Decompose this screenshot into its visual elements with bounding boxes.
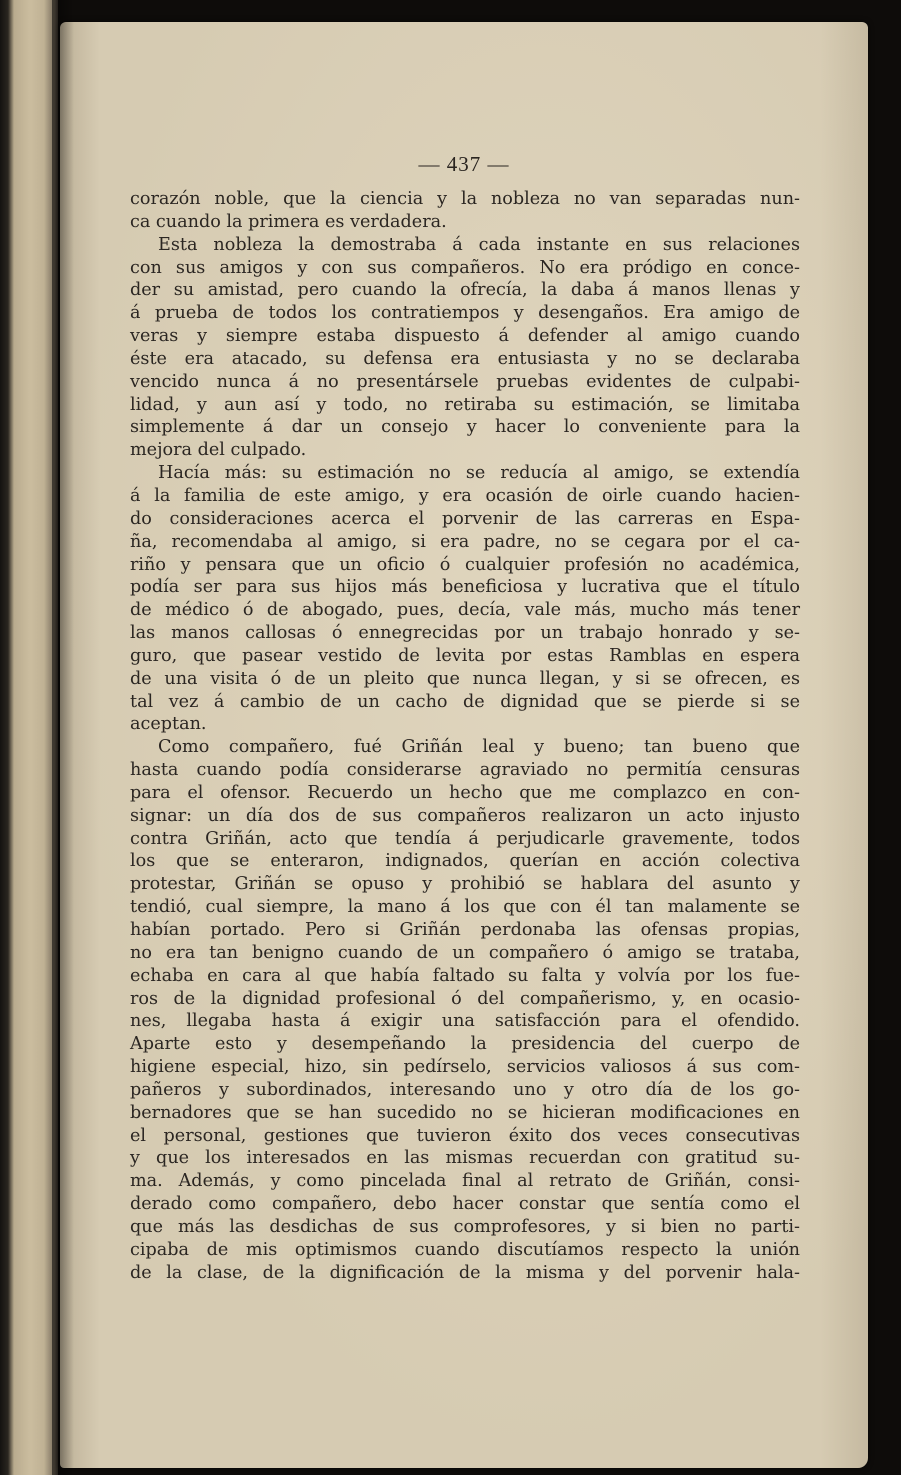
text-line: do consideraciones acerca el porvenir de las carreras en Espa- bbox=[130, 508, 800, 529]
text-line: de médico ó de abogado, pues, decía, vale más, mucho más tener bbox=[130, 600, 800, 621]
left-page-edge bbox=[0, 0, 58, 1475]
text-line: las manos callosas ó ennegrecidas por un trabajo honrado y se- bbox=[130, 623, 800, 644]
text-line: der su amistad, pero cuando la ofrecía, la daba á manos llenas y bbox=[130, 280, 800, 301]
text-line: protestar, Griñán se opuso y prohibió se hablara del asunto y bbox=[130, 874, 800, 895]
text-line: ca cuando la primera es verdadera. bbox=[130, 211, 447, 232]
text-line: pañeros y subordinados, interesando uno y otro día de los go- bbox=[130, 1079, 800, 1100]
text-line: habían portado. Pero si Griñán perdonaba las ofensas propias, bbox=[130, 920, 800, 940]
text-line: Aparte esto y desempeñando la presidencia del cuerpo de bbox=[130, 1034, 800, 1055]
body-text bbox=[130, 188, 800, 1285]
text-line: para el ofensor. Recuerdo un hecho que me complazco en con- bbox=[130, 782, 800, 803]
text-line: éste era atacado, su defensa era entusiasta y no se declaraba bbox=[130, 348, 800, 369]
text-line: veras y siempre estaba dispuesto á defender al amigo cuando bbox=[130, 326, 800, 347]
text-line: contra Griñán, acto que tendía á perjudicarle gravemente, todos bbox=[130, 828, 800, 849]
text-line: simplemente á dar un consejo y hacer lo conveniente para la bbox=[130, 417, 800, 438]
text-line: Como compañero, fué Griñán leal y bueno; tan bueno que bbox=[158, 737, 800, 758]
text-line: echaba en cara al que había faltado su falta y volvía por los fue- bbox=[130, 965, 800, 986]
text-line: derado como compañero, debo hacer constar que sentía como el bbox=[130, 1194, 800, 1215]
text-line: mejora del culpado. bbox=[130, 440, 307, 461]
text-line: ma. Además, y como pincelada final al retrato de Griñán, consi- bbox=[130, 1171, 800, 1192]
text-line: vencido nunca á no presentársele pruebas evidentes de culpabi- bbox=[130, 371, 800, 392]
text-line: ros de la dignidad profesional ó del compañerismo, y, en ocasio- bbox=[130, 988, 800, 1009]
text-line: hasta cuando podía considerarse agraviado no permitía censuras bbox=[130, 760, 800, 781]
text-line: aceptan. bbox=[130, 714, 207, 735]
text-line: riño y pensara que un oficio ó cualquier profesión no académica, bbox=[130, 554, 800, 575]
text-line: Esta nobleza la demostraba á cada instante en sus relaciones bbox=[158, 234, 800, 255]
text-line: con sus amigos y con sus compañeros. No era pródigo en conce- bbox=[130, 257, 800, 278]
text-line: de una visita ó de un pleito que nunca llegan, y si se ofrecen, es bbox=[130, 668, 800, 689]
text-line: guro, que pasear vestido de levita por estas Ramblas en espera bbox=[130, 645, 800, 666]
text-line: higiene especial, hizo, sin pedírselo, servicios valiosos á sus com- bbox=[130, 1057, 800, 1078]
text-line: tendió, cual siempre, la mano á los que con él tan malamente se bbox=[130, 897, 800, 918]
text-line: nes, llegaba hasta á exigir una satisfacción para el ofendido. bbox=[130, 1011, 800, 1032]
text-line: á prueba de todos los contratiempos y desengaños. Era amigo de bbox=[130, 303, 800, 324]
text-line: el personal, gestiones que tuvieron éxito dos veces consecutivas bbox=[130, 1125, 800, 1146]
text-line: podía ser para sus hijos más beneficiosa y lucrativa que el título bbox=[130, 577, 800, 598]
text-line: los que se enteraron, indignados, querían en acción colectiva bbox=[130, 851, 800, 872]
text-line: tal vez á cambio de un cacho de dignidad que se pierde si se bbox=[130, 691, 800, 712]
text-line: signar: un día dos de sus compañeros realizaron un acto injusto bbox=[130, 805, 800, 826]
text-line: Hacía más: su estimación no se reducía al amigo, se extendía bbox=[158, 463, 800, 484]
text-line: ña, recomendaba al amigo, si era padre, no se cegara por el ca- bbox=[130, 531, 800, 552]
text-line: corazón noble, que la ciencia y la nobleza no van separadas nun- bbox=[130, 189, 800, 209]
text-line: de la clase, de la dignificación de la misma y del porvenir hala- bbox=[130, 1262, 800, 1283]
text-line: bernadores que se han sucedido no se hicieran modificaciones en bbox=[130, 1102, 800, 1123]
text-line: á la familia de este amigo, y era ocasión de oirle cuando hacien- bbox=[130, 485, 800, 506]
text-line: no era tan benigno cuando de un compañero ó amigo se trataba, bbox=[130, 942, 800, 963]
text-line: y que los interesados en las mismas recuerdan con gratitud su- bbox=[130, 1148, 800, 1169]
text-line: cipaba de mis optimismos cuando discutíamos respecto la unión bbox=[130, 1239, 800, 1260]
spine-shadow bbox=[52, 0, 74, 1475]
page-sheet bbox=[60, 22, 868, 1468]
text-line: lidad, y aun así y todo, no retiraba su estimación, se limitaba bbox=[130, 394, 800, 415]
page-number: — 437 — bbox=[418, 152, 510, 176]
text-line: que más las desdichas de sus comprofesores, y si bien no parti- bbox=[130, 1216, 800, 1237]
